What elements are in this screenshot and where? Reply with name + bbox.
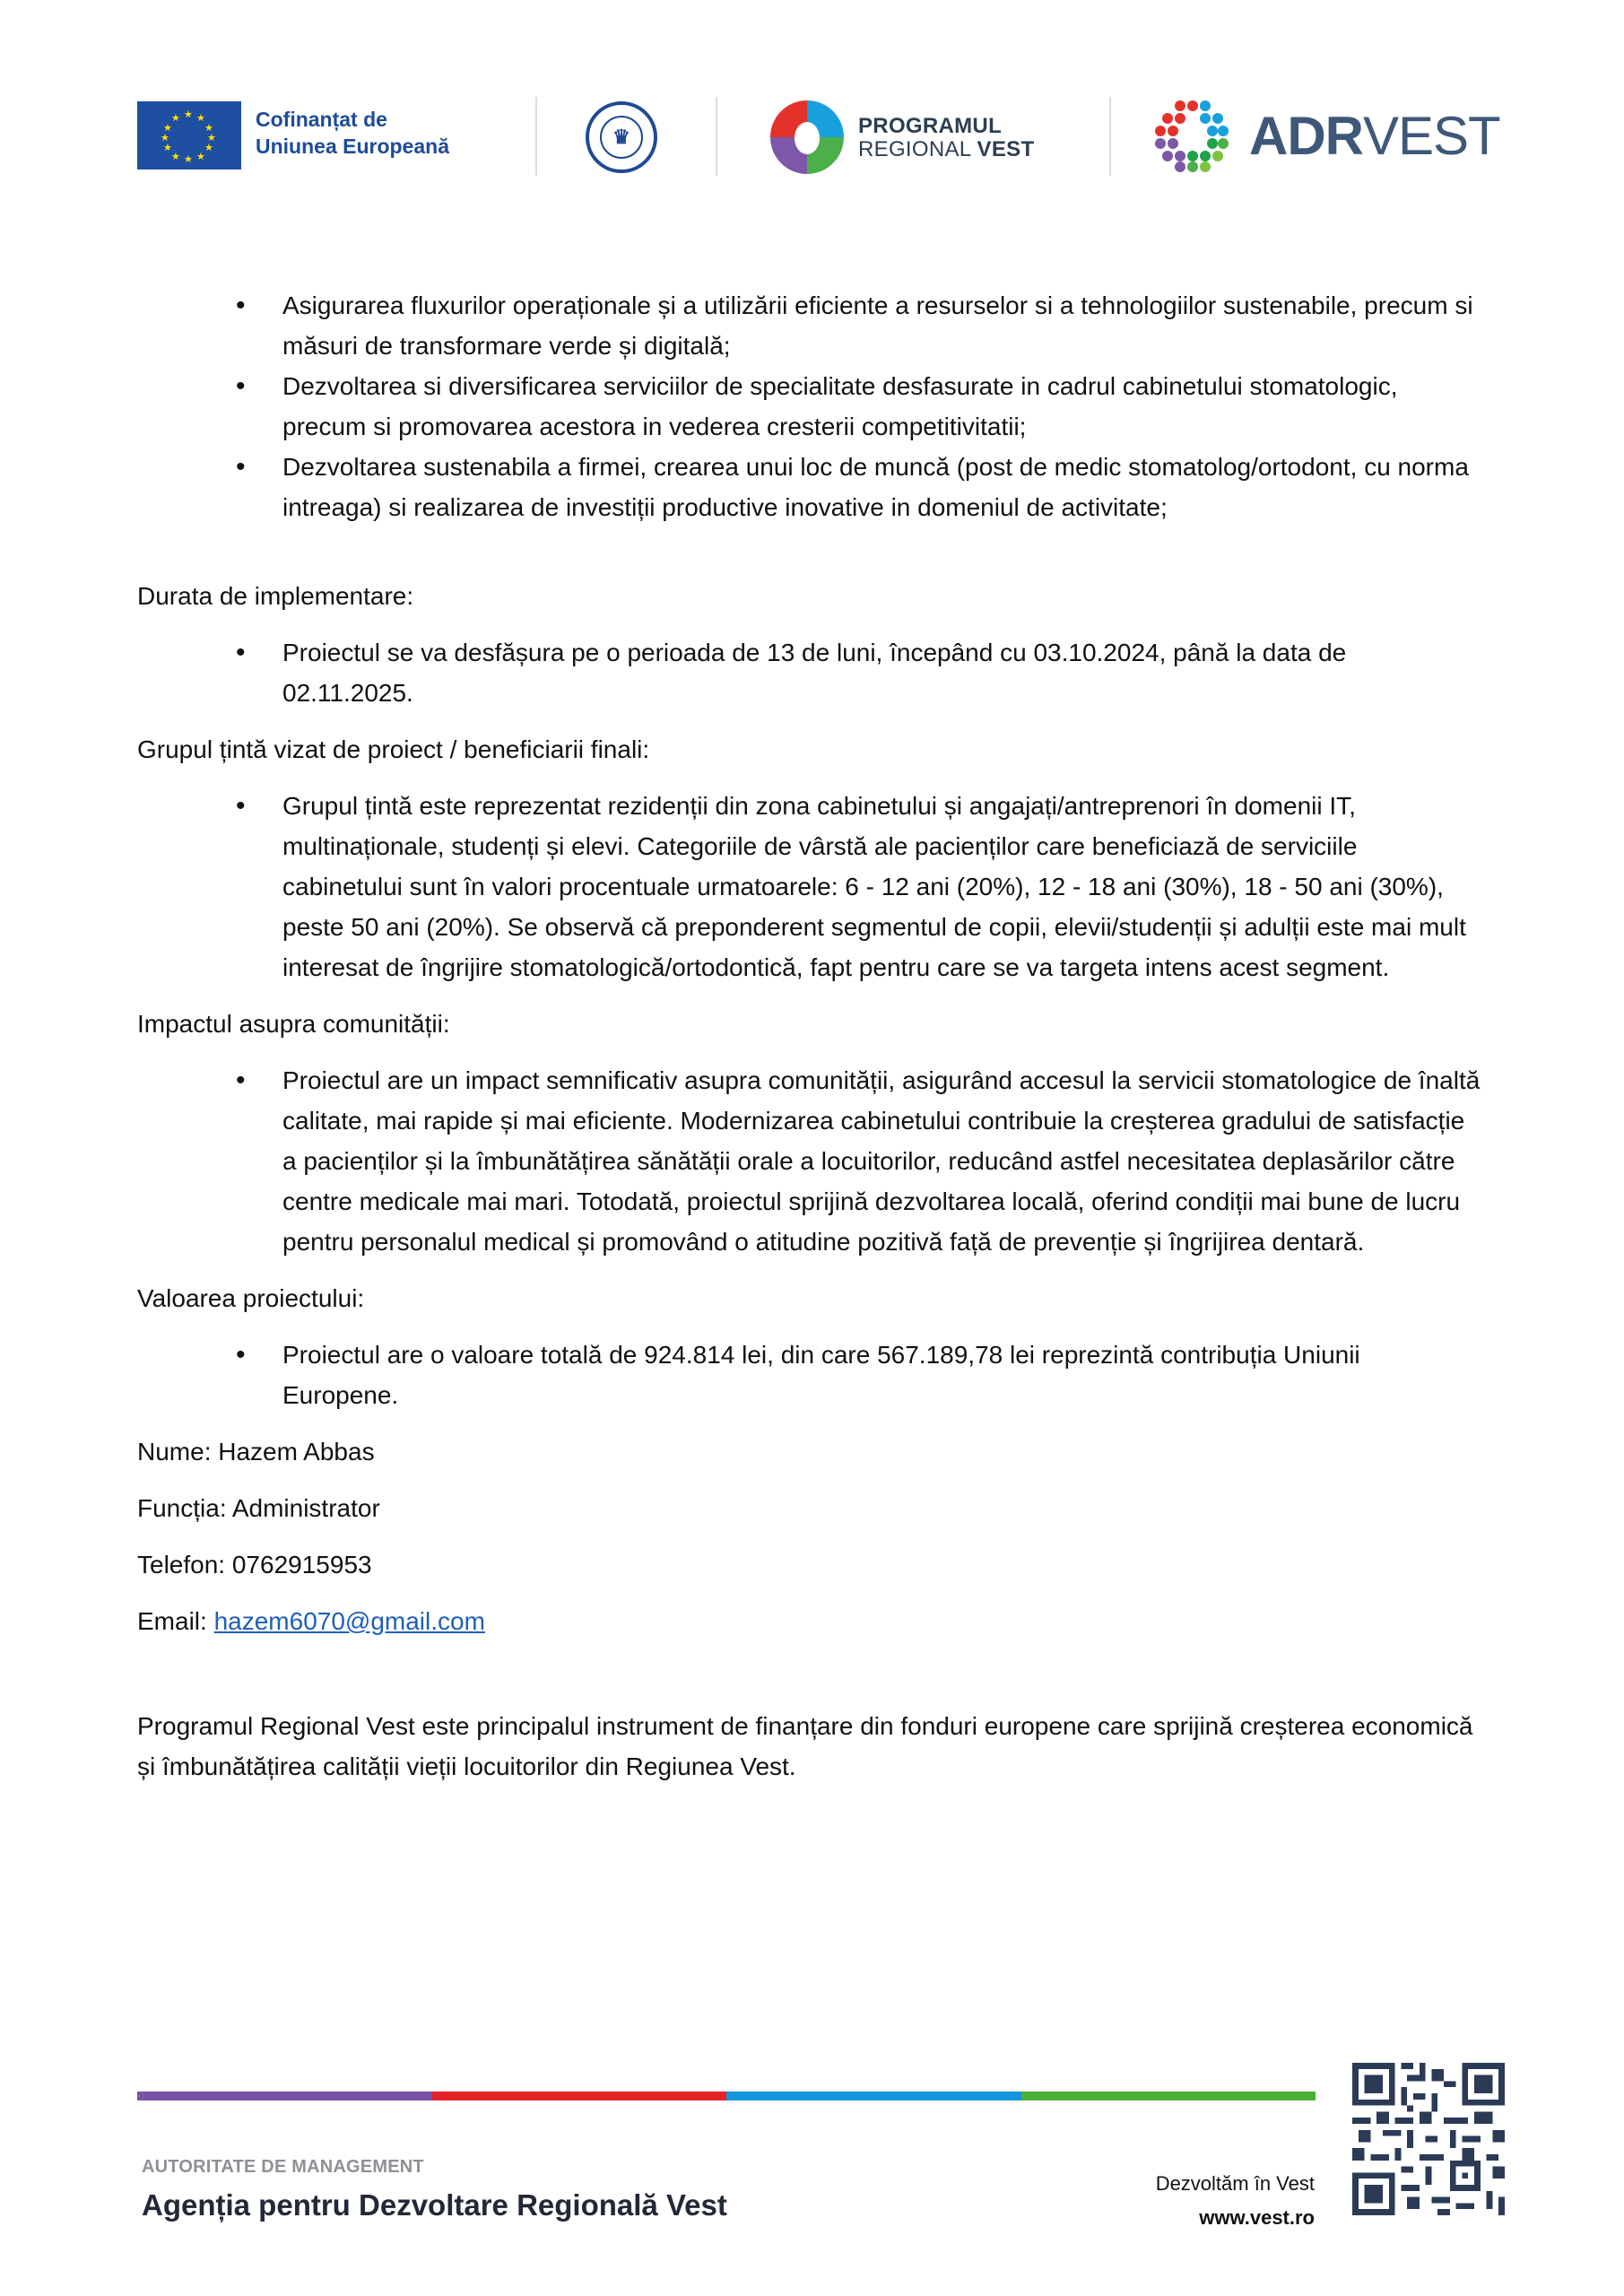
objective-item: • Dezvoltarea sustenabila a firmei, crearea unui loc de muncă (post de medic stomatolog/ortodont, cu norma intreaga) si realizarea de investiții productive inovative in domeniul de activitate; xyxy=(137,447,1482,527)
role-value: Administrator xyxy=(231,1494,380,1522)
impact-item: • Proiectul are un impact semnificativ asupra comunității, asigurând accesul la servicii stomatologice de înaltă calitate, mai rapide și mai eficiente. Modernizarea cabinetului contribuie la creșterea gradului de satisfacție a pacienților și la îmbunătățirea sănătății orale a locuitorilor, reducând astfel necesitatea deplasărilor către centre medicale mai mari. Totodată, proiectul sprijină dezvoltarea locală, oferind condiții mai bune de lucru pentru personalul medical și promovând o atitudine pozitivă față de prevenție și îngrijirea dentară. xyxy=(137,1060,1482,1262)
adr-dots-icon xyxy=(1155,100,1227,172)
program-label-line1: PROGRAMUL xyxy=(858,114,1003,138)
contact-phone xyxy=(137,1544,1482,1585)
target-group-item: • Grupul țintă este reprezentat rezidenții din zona cabinetului și angajați/antreprenori în domenii IT, multinaționale, studenți și elevi. Categoriile de vârstă ale pacienților care beneficiază de serviciile cabinetului sunt în valori procentuale urmatoarele: 6 - 12 ani (20%), 12 - 18 ani (30%), 18 - 50 ani (30%), peste 50 ani (20%). Se observă că preponderent segmentul de copii, elevii/studenții și adulții este mai mult interesat de îngrijire stomatologică/ortodontică, fapt pentru care se va targeta intens acest segment. xyxy=(137,786,1482,987)
objectives-list xyxy=(137,285,1482,527)
footer-website-link[interactable]: www.vest.ro xyxy=(1199,2206,1315,2229)
eu-cofinanced-label xyxy=(256,106,449,160)
value-list xyxy=(137,1335,1482,1415)
duration-item: • Proiectul se va desfășura pe o perioada de 13 de luni, începând cu 03.10.2024, până la data de 02.11.2025. xyxy=(137,632,1482,713)
email-label: Email: xyxy=(137,1607,214,1635)
logo-divider xyxy=(716,97,717,176)
phone-label: Telefon: xyxy=(137,1551,232,1578)
adr-vest-wordmark xyxy=(1249,108,1500,165)
closing-paragraph: Programul Regional Vest este principalul instrument de finanțare din fonduri europene care sprijină creșterea economică și îmbunătățirea calității vieții locuitorilor din Regiunea Vest. xyxy=(137,1712,1473,1780)
bar-segment-red xyxy=(432,2092,727,2100)
objective-item: • Asigurarea fluxurilor operaționale și a utilizării eficiente a resurselor si a tehnologiilor sustenabile, precum si măsuri de transformare verde și digitală; xyxy=(137,285,1482,366)
target-group-list xyxy=(137,786,1482,987)
name-label: Nume: xyxy=(137,1438,219,1465)
role-label: Funcția: xyxy=(137,1494,232,1522)
eu-label-line1: Cofinanțat de xyxy=(256,108,387,131)
bar-segment-green xyxy=(1021,2092,1316,2100)
management-authority-label: AUTORITATE DE MANAGEMENT xyxy=(142,2157,424,2177)
eu-label-line2: Uniunea Europeană xyxy=(256,135,449,158)
contact-name xyxy=(137,1431,1482,1472)
impact-heading: Impactul asupra comunității: xyxy=(137,1010,450,1038)
program-regional-vest-label xyxy=(858,115,1034,161)
value-heading: Valoarea proiectului: xyxy=(137,1284,365,1312)
target-group-heading: Grupul țintă vizat de proiect / beneficiarii finali: xyxy=(137,735,650,763)
header-logos xyxy=(137,97,1500,187)
document-body xyxy=(137,285,1482,1787)
impact-list xyxy=(137,1060,1482,1262)
adr-bold: ADR xyxy=(1249,106,1363,166)
eagle-icon: ♛ xyxy=(600,116,643,159)
contact-email xyxy=(137,1601,1482,1641)
email-link[interactable]: hazem6070@gmail.com xyxy=(213,1607,485,1635)
bar-segment-purple xyxy=(137,2092,432,2100)
name-value: Hazem Abbas xyxy=(218,1438,375,1465)
contact-role xyxy=(137,1488,1482,1528)
logo-divider xyxy=(1109,97,1111,176)
logo-divider xyxy=(535,97,537,176)
regional-program-ring-icon xyxy=(770,100,844,174)
adr-light: VEST xyxy=(1363,106,1500,166)
romanian-government-seal-icon xyxy=(586,101,657,173)
duration-heading: Durata de implementare: xyxy=(137,582,414,610)
footer-slogan: Dezvoltăm în Vest xyxy=(1155,2172,1315,2195)
value-item: • Proiectul are o valoare totală de 924.814 lei, din care 567.189,78 lei reprezintă contribuția Uniunii Europene. xyxy=(137,1335,1482,1415)
phone-value: 0762915953 xyxy=(231,1551,372,1578)
objective-item: • Dezvoltarea si diversificarea serviciilor de specialitate desfasurate in cadrul cabinetului stomatologic, precum si promovarea acestora in vederea cresterii competitivitatii; xyxy=(137,366,1482,447)
program-label-vest: VEST xyxy=(977,137,1035,161)
program-label-regional: REGIONAL xyxy=(858,137,977,161)
qr-code-icon[interactable] xyxy=(1352,2063,1505,2215)
duration-list xyxy=(137,632,1482,713)
footer-color-bar xyxy=(137,2092,1316,2100)
eu-flag-icon: ★ ★ ★ ★ ★ ★ ★ ★ ★ ★ ★ ★ xyxy=(137,101,241,170)
agency-name: Agenția pentru Dezvoltare Regională Vest xyxy=(142,2188,727,2222)
bar-segment-blue xyxy=(726,2092,1021,2100)
